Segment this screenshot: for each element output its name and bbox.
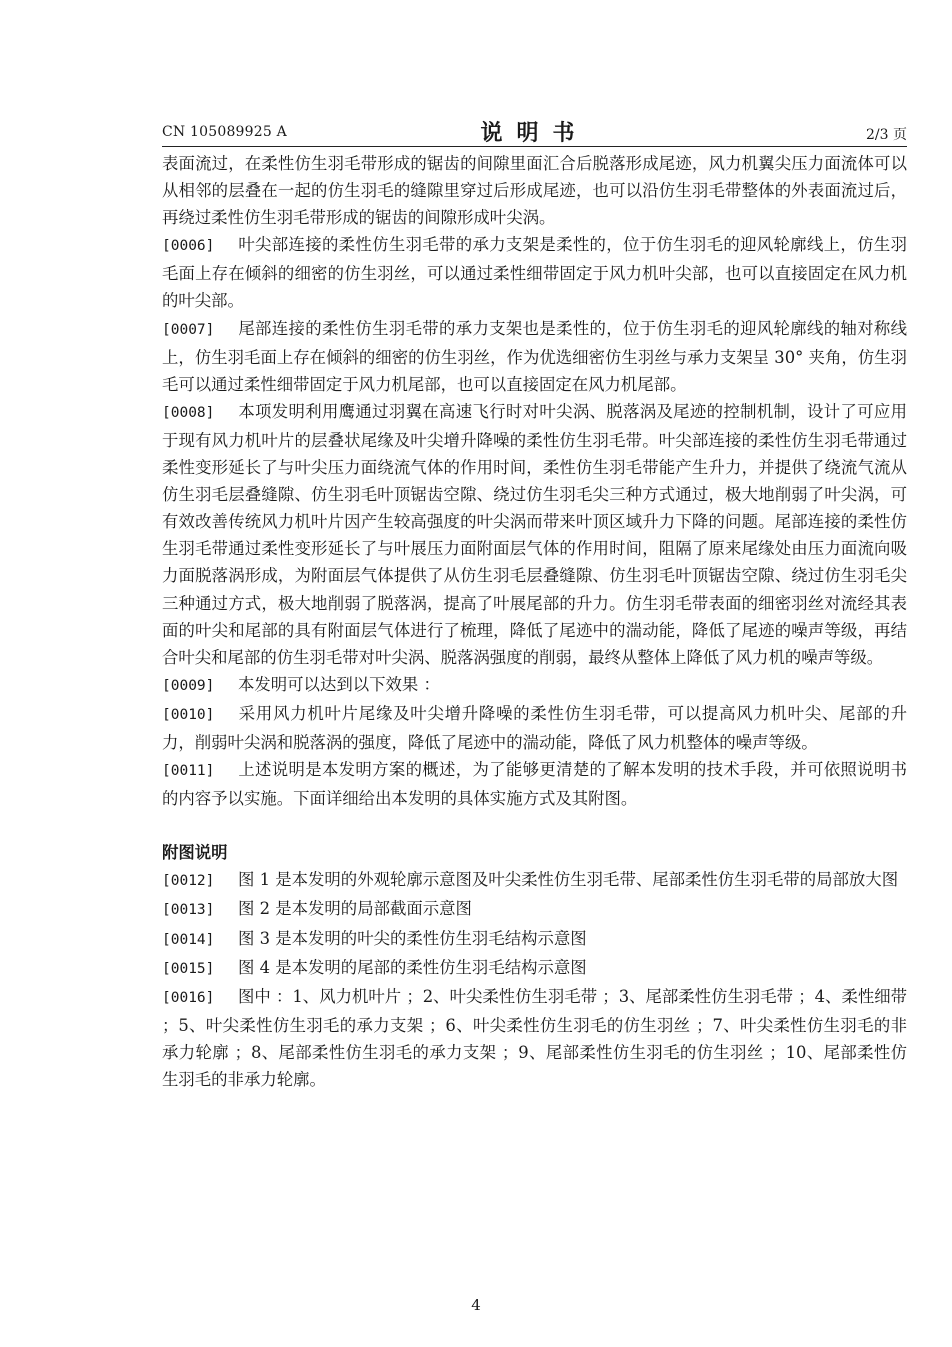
paragraph-0011	[162, 756, 907, 812]
paragraph-text: 上述说明是本发明方案的概述，为了能够更清楚的了解本发明的技术手段，并可依照说明书的内容予以实施。下面详细给出本发明的具体实施方式及其附图。	[162, 760, 907, 809]
page-indicator: 2/3 页	[866, 127, 907, 143]
paragraph-label: [0006]	[162, 238, 215, 255]
paragraph-label: [0007]	[162, 321, 215, 338]
paragraph-0006	[162, 231, 907, 314]
document-number: CN 105089925 A	[162, 124, 287, 140]
paragraph-text: 图中 ：1、风力机叶片 ；2、叶尖柔性仿生羽毛带 ；3、尾部柔性仿生羽毛带 ；4、柔性细带 ；5、叶尖柔性仿生羽毛的承力支架 ；6、叶尖柔性仿生羽毛的仿生羽丝 ；7、叶尖柔性仿生羽毛的非承力轮廓 ；8、尾部柔性仿生羽毛的承力支架 ；9、尾部柔性仿生羽毛的仿生羽丝 ；10、尾部柔性仿生羽毛的非承力轮廓。	[162, 986, 908, 1089]
paragraph-0016	[162, 983, 907, 1093]
paragraph-text: 图 1 是本发明的外观轮廓示意图及叶尖柔性仿生羽毛带、尾部柔性仿生羽毛带的局部放大图	[238, 870, 899, 890]
page-title: 说明书	[480, 120, 589, 146]
paragraph-0007	[162, 315, 907, 398]
paragraph-text: 图 2 是本发明的局部截面示意图	[238, 899, 472, 919]
paragraph-text: 本发明可以达到以下效果 ：	[238, 674, 440, 694]
paragraph-0009	[162, 671, 907, 700]
paragraph-label: [0008]	[162, 404, 215, 421]
document-body	[162, 150, 907, 1093]
paragraph-label: [0015]	[162, 960, 215, 977]
paragraph-label: [0009]	[162, 677, 215, 694]
page-number: 4	[471, 1296, 481, 1314]
paragraph-0015	[162, 954, 907, 983]
paragraph-0010	[162, 700, 907, 756]
paragraph-0012	[162, 866, 907, 895]
paragraph-0008	[162, 398, 907, 671]
paragraph-0013	[162, 895, 907, 924]
paragraph-0014	[162, 925, 907, 954]
paragraph-label: [0013]	[162, 902, 215, 919]
paragraph-label: [0010]	[162, 706, 215, 723]
paragraph-label: [0014]	[162, 931, 215, 948]
paragraph-text: 图 3 是本发明的叶尖的柔性仿生羽毛结构示意图	[238, 928, 587, 948]
paragraph-label: [0016]	[162, 989, 215, 1006]
paragraph-text: 本项发明利用鹰通过羽翼在高速飞行时对叶尖涡、脱落涡及尾迹的控制机制，设计了可应用于现有风力机叶片的层叠状尾缘及叶尖增升降噪的柔性仿生羽毛带。叶尖部连接的柔性仿生羽毛带通过柔性变形延长了与叶尖压力面绕流气体的作用时间，柔性仿生羽毛带能产生升力，并提供了绕流气流从仿生羽毛层叠缝隙、仿生羽毛叶顶锯齿空隙、绕过仿生羽毛尖三种方式通过，极大地削弱了叶尖涡，可有效改善传统风力机叶片因产生较高强度的叶尖涡而带来叶顶区域升力下降的问题。尾部连接的柔性仿生羽毛带通过柔性变形延长了与叶展压力面附面层气体的作用时间，阻隔了原来尾缘处由压力面流向吸力面脱落涡形成，为附面层气体提供了从仿生羽毛层叠缝隙、仿生羽毛叶顶锯齿空隙、绕过仿生羽毛尖三种通过方式，极大地削弱了脱落涡，提高了叶展尾部的升力。仿生羽毛带表面的细密羽丝对流经其表面的叶尖和尾部的具有附面层气体进行了梳理，降低了尾迹中的湍动能，降低了尾迹的噪声等级，再结合叶尖和尾部的仿生羽毛带对叶尖涡、脱落涡强度的削弱，最终从整体上降低了风力机的噪声等级。	[162, 401, 907, 667]
intro-paragraph: 表面流过，在柔性仿生羽毛带形成的锯齿的间隙里面汇合后脱落形成尾迹，风力机翼尖压力面流体可以从相邻的层叠在一起的仿生羽毛的缝隙里穿过后形成尾迹，也可以沿仿生羽毛带整体的外表面流过后，再绕过柔性仿生羽毛带形成的锯齿的间隙形成叶尖涡。	[162, 154, 907, 228]
page-header	[162, 116, 907, 146]
paragraph-label: [0011]	[162, 763, 215, 780]
paragraph-text: 叶尖部连接的柔性仿生羽毛带的承力支架是柔性的，位于仿生羽毛的迎风轮廓线上，仿生羽毛面上存在倾斜的细密的仿生羽丝，可以通过柔性细带固定于风力机叶尖部，也可以直接固定在风力机的叶尖部。	[162, 235, 907, 311]
paragraph-text: 图 4 是本发明的尾部的柔性仿生羽毛结构示意图	[238, 957, 587, 977]
header-rule	[162, 146, 907, 147]
paragraph-text: 采用风力机叶片尾缘及叶尖增升降噪的柔性仿生羽毛带，可以提高风力机叶尖、尾部的升力，削弱叶尖涡和脱落涡的强度，降低了尾迹中的湍动能，降低了风力机整体的噪声等级。	[162, 703, 907, 752]
section-title: 附图说明	[162, 843, 228, 863]
paragraph-text: 尾部连接的柔性仿生羽毛带的承力支架也是柔性的，位于仿生羽毛的迎风轮廓线的轴对称线上，仿生羽毛面上存在倾斜的细密的仿生羽丝，作为优选细密仿生羽丝与承力支架呈 30° 夹角，仿生羽毛可以通过柔性细带固定于风力机尾部，也可以直接固定在风力机尾部。	[162, 318, 907, 394]
paragraph-label: [0012]	[162, 873, 215, 890]
